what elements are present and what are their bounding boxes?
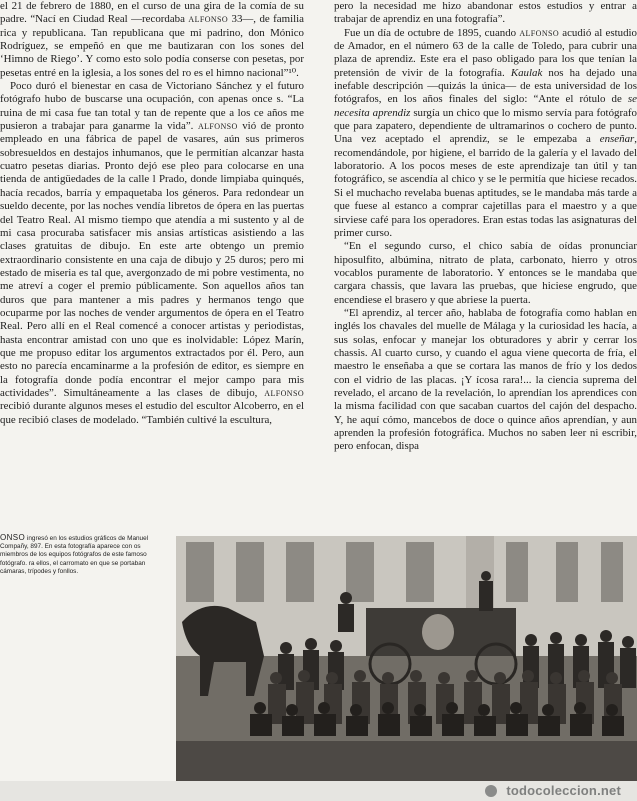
text-segment: Fue un día de octubre de 1895, cuando: [344, 26, 520, 39]
text-segment: rse con pesetas, por pesetas entré en la iglesia, a los sones del: [0, 53, 304, 79]
text-segment: acudió al estudio de Amador, en el número 63 de la calle de Toledo, para cubrir una plaza de aprendiz. Este era el paso obligado para los que tenían la pretensión de vivir de la fotografía.: [334, 26, 637, 79]
text-segment: Poco duró el bienestar en casa de Victoriano Sánchez y el futuro fotógrafo hubo de buscarse una ocupación, con apenas once s. “La ruina de mi casa fue tan total y tan de repente que a los ce años me pusieron a trabajar para ganarme la vida”.: [0, 80, 304, 133]
left-paragraph-2: [0, 80, 304, 427]
text-segment: “En el segundo curso, el chico sabía de oídas pronunciar hiposulfito, albúmina, nitrato de plata, carbonato, hierro y otros vocablos puramente de laboratorio. Y entonces se le mandaba que cargara chassis, que lavara las pruebas, que hiciese engrudo, que encendiese el brasero y que abriese la puerta.: [334, 240, 637, 306]
text-segment: recibió durante algunos meses el estudio del escultor Alcoberro, en el que recibió clases de modelado. “También cultivé la escultura,: [0, 400, 304, 426]
right-paragraph-2: [334, 27, 637, 241]
right-paragraph-1: [334, 0, 637, 27]
watermark-text: todocoleccion.net: [506, 783, 621, 798]
text-segment: “El aprendiz, al tercer año, hablaba de fotografía como hablan en inglés los chavales del muelle de Málaga y la curiosidad les hacía, a sus solas, enfocar y manejar los obturadores y abrir y cerrar los chassis. Al cuarto curso, y cuando el agua viene quecorta de fría, el maestro le enseñaba a que se cortara las manos de frío y los dedos con el vidrio de las placas. ¡Y ícosa rara!... la ciencia suprema del revelado, el arcano de la revelación, lo aprendían los aprendices con la misma facilidad con que sacaban cuartos del cajón del despacho. Y, he aquí cómo, mancebos de doce o quince años aprendían, y aun aprenden la profesión fotográfica. Muchos no saben leer ni escribir, pero enfocan, dispa: [334, 306, 637, 453]
italic-text: Kaulak: [510, 66, 543, 79]
text-segment: 33—, de familia rica y republicana. Tan republicana que mi padrino, don Mónico Rodríguez, se empeñó en que me bautizaran con los sones del ‘Himno de Riego’. Y como esto solo podía conse: [0, 13, 304, 66]
text-segment: ía de su padre. “Nací en Ciudad Real —recordaba: [0, 0, 304, 26]
left-text-column: [0, 0, 304, 515]
text-segment: surgía un chico que lo mismo servía para fotógrafo que para zapatero, dependiente de ultramarinos o cochero de punto. Una vez aceptado el aprendiz, se le empezaba a: [334, 106, 637, 146]
group-photograph: [176, 536, 637, 781]
author-name-smallcaps: ALFONSO: [197, 122, 238, 132]
text-segment: nos ha dejado una inefable descripción —quizás la única— de esta universidad de los fotógrafos, en los años finales del siglo: “Ante el rótulo de: [334, 66, 637, 106]
text-segment: el 21 de febrero de 1880, en el curso de una gira de la com: [0, 0, 269, 12]
photo-caption: [0, 534, 168, 576]
author-name-smallcaps: ALFONSO: [264, 388, 304, 398]
author-name-smallcaps: ALFONSO: [519, 28, 560, 38]
text-segment: vió de pronto empleado en una fábrica de papel de vasares, aún sus primeros sobresueldos en destajos inhumanos, que le permitían alcanzar hasta cuatro pesetas diarias. Pronto dejó ese pleo para colocarse en una tienda de antigüedades de la calle l Prado, donde limpiaba quinqués, hacía recados, barría y empaquetaba los géneros. Para redondear un sueldo decente, por las noches vendía libretos de ópera en las puertas del Teatro Real. Al mismo tiempo que atendía a mi sustento y al de mi casa procuraba satisfacer mis ansias artísticas asistiendo a las clases gratuitas de dibujo. En este arte obtengo un premio extraordinario consistente en una caja de dibujo y 25 duros; pero mi estado de miseria es tal que, avergonzado de mi pobre vestimenta, no me atreví a coger el premio públicamente. Son aquellos años tan duros que para mantener a mis padres y hermanos tengo que ocuparme por las noches de vender argumentos de ópera en el Teatro Real. Pero allí en el Real comencé a conocer artistas y periodistas, hasta encontrar amistad con uno que es inolvidable: López Marín, que me propuso editar los argumentos extractados por él. Pero, aun esto no parecía encaminarme a la profesión de editor, es siempre en la fotografía donde podía encontrar el mejor campo para mis actividades”. Simultáneamente a las clases de dibujo,: [0, 120, 304, 399]
text-segment: pero la necesidad me hizo abandonar estos estudios y entrar a trabajar de aprendiz en una fotografía”.: [334, 0, 637, 26]
right-paragraph-3: [334, 240, 637, 307]
text-segment: ro es el himno nacional”¹⁰.: [182, 66, 299, 79]
italic-text: enseñar: [599, 133, 635, 146]
watermark-logo-icon: [485, 785, 497, 797]
text-segment: , recomendándole, por higiene, el barrido de la galería y el lavado del laboratorio. A los pocos meses de este aprendizaje tan útil y tan fotográfico, se ascendía al chico y se le permitía que hiciese recados. Si el muchacho revelaba buenas aptitudes, se le mandaba más tarde a que fuese al estanco a comprar cajetillas para el maestro y a que sirviese café para los operadores. Eran estas todas las asignaturas del primer curso.: [334, 133, 637, 239]
photo-illustration: [176, 536, 637, 781]
author-name-smallcaps: ALFONSO: [188, 15, 229, 25]
watermark-bar: [0, 781, 637, 801]
italic-text: se necesita aprendiz: [334, 93, 637, 119]
text-segment: ingresó en los estudios gráficos de Manuel Compañy, 897. En esta fotografía aparece con os miembros de los equipos fotógrafos de este famoso fotógrafo. ra ellos, el carromato en que se portaban cámaras, trípodes y fonllos.: [0, 535, 149, 575]
author-name-smallcaps: ONSO: [0, 533, 26, 542]
right-paragraph-4: [334, 307, 637, 454]
left-paragraph-1: [0, 0, 304, 80]
right-text-column: [334, 0, 637, 528]
